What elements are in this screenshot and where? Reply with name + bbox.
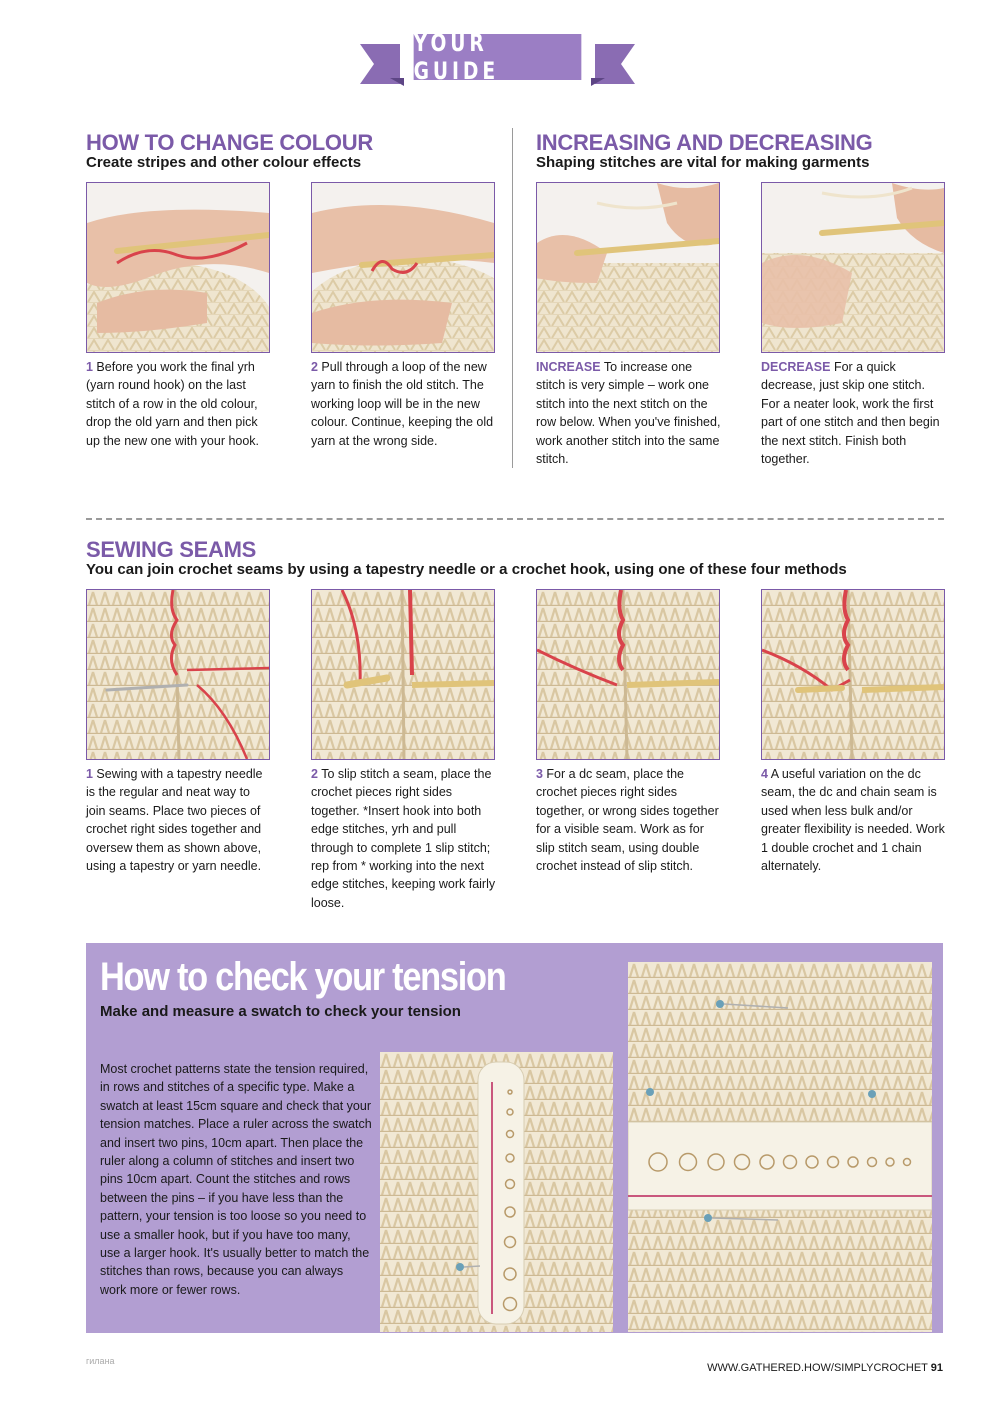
step-text: Pull through a loop of the new yarn to finish the old stitch. The working loop will be in the new colour. Continue, keeping the old yarn at the wrong side. — [311, 360, 494, 448]
step-text: To slip stitch a seam, place the crochet pieces right sides together. *Insert hook into both edge stitches, yrh and pull through to complete 1 slip stitch; rep from * working into the next edge stitches, keeping work fairly loose. — [311, 767, 496, 910]
step-number: 1 — [86, 360, 93, 374]
footer-url: WWW.GATHERED.HOW/SIMPLYCROCHET — [707, 1362, 928, 1374]
colour-step-1-photo — [86, 182, 270, 353]
seam-method-3-photo — [536, 589, 720, 760]
decrease-text: For a quick decrease, just skip one stitch. For a neater look, work the first part of one stitch and then begin the next stitch. Finish both together. — [761, 360, 940, 467]
increase-caption — [536, 358, 721, 468]
step-number: 2 — [311, 767, 318, 781]
colour-step-2-photo — [311, 182, 495, 353]
seam-method-2-caption — [311, 765, 496, 912]
your-guide-banner — [360, 29, 635, 90]
colour-section-title: HOW TO CHANGE COLOUR — [86, 130, 373, 155]
watermark: гилана — [86, 1356, 115, 1366]
step-number: 4 — [761, 767, 768, 781]
increase-text: To increase one stitch is very simple – work one stitch into the next stitch on the row below. When you've finished, work another stitch into the same stitch. — [536, 360, 721, 467]
page-footer — [707, 1362, 943, 1374]
shaping-section-subtitle: Shaping stitches are vital for making garments — [536, 154, 870, 171]
seam-method-1-photo — [86, 589, 270, 760]
step-number: 3 — [536, 767, 543, 781]
seams-section-subtitle: You can join crochet seams by using a tapestry needle or a crochet hook, using one of these four methods — [86, 561, 847, 578]
increase-photo — [536, 182, 720, 353]
page-number: 91 — [930, 1362, 943, 1374]
step-number: 1 — [86, 767, 93, 781]
tension-subtitle: Make and measure a swatch to check your tension — [100, 1003, 461, 1020]
seam-method-2-photo — [311, 589, 495, 760]
tension-body: Most crochet patterns state the tension required, in rows and stitches of a specific type. Make a swatch at least 15cm square and check that your tension matches. Place a ruler across the swatch and insert two pins, 10cm apart. Then place the ruler along a column of stitches and insert two pins 10cm apart. Count the stitches and rows between the pins – if you have less than the pattern, your tension is too loose so you need to use a smaller hook, but if you have too many, use a larger hook. It's usually better to match the stitches than rows, because you can always work more or fewer rows. — [100, 1062, 372, 1297]
step-text: For a dc seam, place the crochet pieces right sides together, or wrong sides together for a visible seam. Work as for slip stitch seam, using double crochet instead of slip stitch. — [536, 767, 719, 874]
step-text: A useful variation on the dc seam, the dc and chain seam is used when less bulk and/or greater flexibility is needed. Work 1 double crochet and 1 chain alternately. — [761, 767, 945, 874]
column-divider — [512, 128, 513, 468]
decrease-caption — [761, 358, 946, 468]
colour-step-1-caption — [86, 358, 271, 450]
seams-section-title: SEWING SEAMS — [86, 537, 256, 562]
seam-method-4-caption — [761, 765, 946, 875]
step-text: Before you work the final yrh (yarn round hook) on the last stitch of a row in the old colour, drop the old yarn and then pick up the new one with your hook. — [86, 360, 260, 448]
banner-label: YOUR GUIDE — [414, 34, 582, 80]
decrease-keyword: DECREASE — [761, 360, 831, 374]
seam-method-3-caption — [536, 765, 721, 875]
section-divider — [86, 518, 944, 520]
shaping-section-title: INCREASING AND DECREASING — [536, 130, 873, 155]
step-text: Sewing with a tapestry needle is the regular and neat way to join seams. Place two pieces of crochet right sides together and oversew them as shown above, using a tapestry or yarn needle. — [86, 767, 263, 874]
colour-section-subtitle: Create stripes and other colour effects — [86, 154, 362, 171]
vertical-ruler-swatch-photo — [380, 1052, 613, 1332]
tension-title: How to check your tension — [100, 955, 506, 999]
colour-step-2-caption — [311, 358, 496, 450]
step-number: 2 — [311, 360, 318, 374]
decrease-photo — [761, 182, 945, 353]
seam-method-1-caption — [86, 765, 271, 875]
horizontal-ruler-swatch-photo — [628, 962, 932, 1332]
seam-method-4-photo — [761, 589, 945, 760]
increase-keyword: INCREASE — [536, 360, 601, 374]
